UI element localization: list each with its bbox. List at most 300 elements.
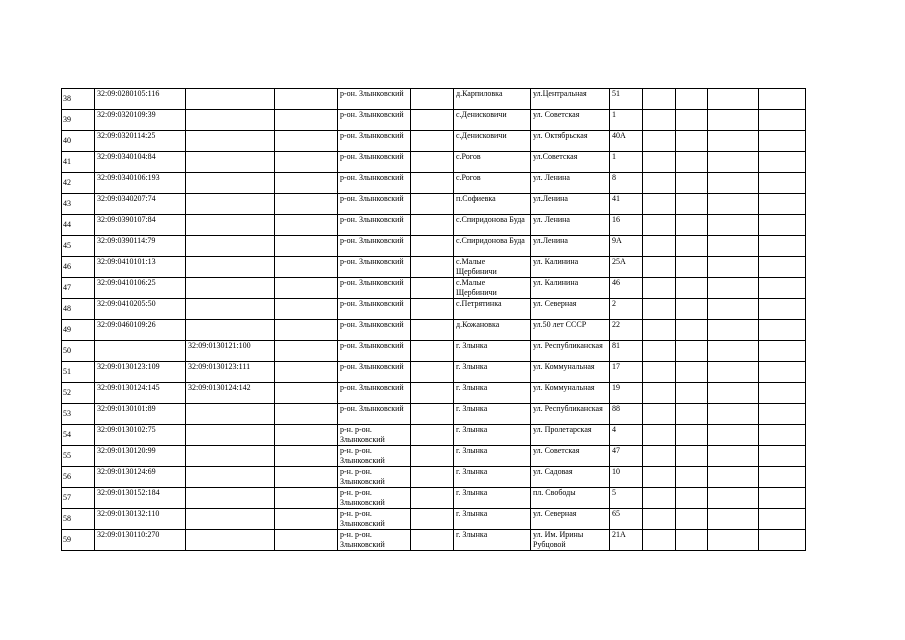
street-cell: ул. Пролетарская	[531, 425, 610, 446]
row-number: 51	[62, 362, 95, 383]
cadastral-number-alt-cell	[186, 530, 275, 551]
cadastral-number-alt-cell	[186, 278, 275, 299]
house-number-cell: 5	[610, 488, 643, 509]
table-row	[62, 362, 806, 383]
street-cell: ул.Ленина	[531, 236, 610, 257]
empty-cell	[411, 425, 454, 446]
cadastral-number-cell: 32:09:0320109:39	[95, 110, 186, 131]
cadastral-number-alt-cell	[186, 446, 275, 467]
table-row	[62, 425, 806, 446]
empty-cell	[275, 110, 338, 131]
empty-cell	[676, 89, 708, 110]
district-cell: р-он. Злынковский	[338, 110, 411, 131]
table-row	[62, 530, 806, 551]
empty-cell	[643, 257, 676, 278]
cadastral-number-alt-cell	[186, 425, 275, 446]
cadastral-number-alt-cell: 32:09:0130123:111	[186, 362, 275, 383]
cadastral-number-alt-cell	[186, 467, 275, 488]
district-cell: р-он. Злынковский	[338, 278, 411, 299]
empty-cell	[676, 467, 708, 488]
empty-cell	[275, 530, 338, 551]
street-cell: ул. Северная	[531, 509, 610, 530]
empty-cell	[275, 89, 338, 110]
row-number: 52	[62, 383, 95, 404]
empty-cell	[759, 530, 806, 551]
empty-cell	[411, 383, 454, 404]
locality-cell: с.Спиридонова Буда	[454, 215, 531, 236]
cadastral-number-cell: 32:09:0340104:84	[95, 152, 186, 173]
street-cell: ул. Северная	[531, 299, 610, 320]
district-cell: р-он. Злынковский	[338, 257, 411, 278]
empty-cell	[275, 278, 338, 299]
locality-cell: г. Злынка	[454, 467, 531, 488]
empty-cell	[411, 446, 454, 467]
cadastral-number-alt-cell	[186, 299, 275, 320]
locality-cell: п.Софиевка	[454, 194, 531, 215]
empty-cell	[759, 257, 806, 278]
row-number: 40	[62, 131, 95, 152]
cadastral-number-alt-cell	[186, 404, 275, 425]
empty-cell	[759, 383, 806, 404]
empty-cell	[411, 320, 454, 341]
empty-cell	[275, 362, 338, 383]
empty-cell	[676, 173, 708, 194]
house-number-cell: 25А	[610, 257, 643, 278]
cadastral-number-alt-cell	[186, 110, 275, 131]
cadastral-number-cell: 32:09:0130110:270	[95, 530, 186, 551]
empty-cell	[411, 530, 454, 551]
empty-cell	[708, 110, 759, 131]
table-row	[62, 215, 806, 236]
street-cell: ул.Советская	[531, 152, 610, 173]
empty-cell	[275, 341, 338, 362]
empty-cell	[676, 131, 708, 152]
cadastral-number-cell: 32:09:0130120:99	[95, 446, 186, 467]
empty-cell	[643, 383, 676, 404]
locality-cell: с.Рогов	[454, 173, 531, 194]
street-cell: ул. Октябрьская	[531, 131, 610, 152]
house-number-cell: 8	[610, 173, 643, 194]
house-number-cell: 19	[610, 383, 643, 404]
empty-cell	[708, 278, 759, 299]
locality-cell: с.Малые Щербиничи	[454, 278, 531, 299]
street-cell: ул. Ленина	[531, 215, 610, 236]
cadastral-number-cell: 32:09:0130124:145	[95, 383, 186, 404]
row-number: 44	[62, 215, 95, 236]
empty-cell	[411, 299, 454, 320]
empty-cell	[411, 131, 454, 152]
empty-cell	[643, 530, 676, 551]
street-cell: ул. Коммунальная	[531, 383, 610, 404]
locality-cell: г. Злынка	[454, 425, 531, 446]
house-number-cell: 4	[610, 425, 643, 446]
district-cell: р-н. р-он. Злынковский	[338, 446, 411, 467]
empty-cell	[708, 194, 759, 215]
empty-cell	[275, 173, 338, 194]
row-number: 57	[62, 488, 95, 509]
empty-cell	[275, 215, 338, 236]
row-number: 53	[62, 404, 95, 425]
house-number-cell: 88	[610, 404, 643, 425]
empty-cell	[676, 362, 708, 383]
cadastral-number-cell: 32:09:0410101:13	[95, 257, 186, 278]
empty-cell	[676, 446, 708, 467]
empty-cell	[708, 383, 759, 404]
empty-cell	[759, 404, 806, 425]
empty-cell	[676, 425, 708, 446]
empty-cell	[759, 341, 806, 362]
empty-cell	[708, 446, 759, 467]
empty-cell	[643, 236, 676, 257]
locality-cell: д.Карпиловка	[454, 89, 531, 110]
empty-cell	[643, 446, 676, 467]
empty-cell	[643, 362, 676, 383]
cadastral-number-cell: 32:09:0130102:75	[95, 425, 186, 446]
cadastral-number-alt-cell	[186, 236, 275, 257]
district-cell: р-н. р-он. Злынковский	[338, 488, 411, 509]
district-cell: р-он. Злынковский	[338, 215, 411, 236]
street-cell: ул. Республиканская	[531, 404, 610, 425]
empty-cell	[275, 467, 338, 488]
house-number-cell: 65	[610, 509, 643, 530]
empty-cell	[759, 236, 806, 257]
cadastral-number-alt-cell	[186, 509, 275, 530]
empty-cell	[759, 425, 806, 446]
empty-cell	[643, 215, 676, 236]
empty-cell	[643, 467, 676, 488]
empty-cell	[275, 509, 338, 530]
empty-cell	[275, 257, 338, 278]
table-row	[62, 467, 806, 488]
empty-cell	[708, 467, 759, 488]
cadastral-number-alt-cell	[186, 488, 275, 509]
empty-cell	[275, 488, 338, 509]
empty-cell	[759, 299, 806, 320]
empty-cell	[275, 152, 338, 173]
empty-cell	[411, 257, 454, 278]
empty-cell	[275, 194, 338, 215]
empty-cell	[708, 152, 759, 173]
empty-cell	[708, 341, 759, 362]
empty-cell	[676, 152, 708, 173]
cadastral-number-cell: 32:09:0340207:74	[95, 194, 186, 215]
empty-cell	[676, 257, 708, 278]
empty-cell	[759, 173, 806, 194]
house-number-cell: 10	[610, 467, 643, 488]
district-cell: р-он. Злынковский	[338, 194, 411, 215]
empty-cell	[275, 131, 338, 152]
empty-cell	[275, 404, 338, 425]
street-cell: ул. Ленина	[531, 173, 610, 194]
empty-cell	[643, 320, 676, 341]
street-cell: ул.Центральная	[531, 89, 610, 110]
table-row	[62, 89, 806, 110]
row-number: 39	[62, 110, 95, 131]
street-cell: ул.Ленина	[531, 194, 610, 215]
table-row	[62, 341, 806, 362]
locality-cell: д.Кожановка	[454, 320, 531, 341]
street-cell: ул. Калинина	[531, 257, 610, 278]
table-row	[62, 320, 806, 341]
row-number: 49	[62, 320, 95, 341]
street-cell: ул. Садовая	[531, 467, 610, 488]
row-number: 41	[62, 152, 95, 173]
empty-cell	[708, 215, 759, 236]
empty-cell	[759, 215, 806, 236]
house-number-cell: 81	[610, 341, 643, 362]
table-row	[62, 446, 806, 467]
district-cell: р-он. Злынковский	[338, 152, 411, 173]
street-cell: ул.50 лет СССР	[531, 320, 610, 341]
empty-cell	[708, 131, 759, 152]
locality-cell: г. Злынка	[454, 404, 531, 425]
empty-cell	[411, 488, 454, 509]
empty-cell	[676, 383, 708, 404]
empty-cell	[643, 110, 676, 131]
house-number-cell: 1	[610, 110, 643, 131]
district-cell: р-он. Злынковский	[338, 89, 411, 110]
district-cell: р-он. Злынковский	[338, 131, 411, 152]
empty-cell	[643, 341, 676, 362]
house-number-cell: 16	[610, 215, 643, 236]
empty-cell	[643, 152, 676, 173]
table-body	[62, 89, 806, 551]
empty-cell	[708, 488, 759, 509]
empty-cell	[411, 194, 454, 215]
locality-cell: г. Злынка	[454, 383, 531, 404]
house-number-cell: 22	[610, 320, 643, 341]
empty-cell	[411, 509, 454, 530]
row-number: 50	[62, 341, 95, 362]
empty-cell	[676, 530, 708, 551]
street-cell: пл. Свободы	[531, 488, 610, 509]
cadastral-number-cell: 32:09:0340106:193	[95, 173, 186, 194]
cadastral-number-alt-cell: 32:09:0130121:100	[186, 341, 275, 362]
district-cell: р-н. р-он. Злынковский	[338, 467, 411, 488]
street-cell: ул. Им. Ирины Рубцовой	[531, 530, 610, 551]
house-number-cell: 46	[610, 278, 643, 299]
cadastral-number-alt-cell	[186, 194, 275, 215]
cadastral-number-alt-cell	[186, 215, 275, 236]
cadastral-number-cell: 32:09:0130101:89	[95, 404, 186, 425]
district-cell: р-он. Злынковский	[338, 362, 411, 383]
empty-cell	[676, 194, 708, 215]
district-cell: р-он. Злынковский	[338, 404, 411, 425]
street-cell: ул. Республиканская	[531, 341, 610, 362]
locality-cell: с.Спиридонова Буда	[454, 236, 531, 257]
district-cell: р-он. Злынковский	[338, 236, 411, 257]
locality-cell: г. Злынка	[454, 362, 531, 383]
empty-cell	[676, 488, 708, 509]
empty-cell	[643, 194, 676, 215]
empty-cell	[275, 446, 338, 467]
cadastral-number-cell: 32:09:0390107:84	[95, 215, 186, 236]
locality-cell: г. Злынка	[454, 341, 531, 362]
empty-cell	[411, 110, 454, 131]
district-cell: р-он. Злынковский	[338, 383, 411, 404]
district-cell: р-он. Злынковский	[338, 341, 411, 362]
empty-cell	[643, 404, 676, 425]
empty-cell	[411, 362, 454, 383]
empty-cell	[411, 236, 454, 257]
district-cell: р-он. Злынковский	[338, 173, 411, 194]
table-row	[62, 509, 806, 530]
locality-cell: с.Денисковичи	[454, 131, 531, 152]
district-cell: р-он. Злынковский	[338, 320, 411, 341]
empty-cell	[275, 320, 338, 341]
empty-cell	[759, 509, 806, 530]
empty-cell	[708, 236, 759, 257]
empty-cell	[676, 299, 708, 320]
cadastral-number-cell: 32:09:0130123:109	[95, 362, 186, 383]
row-number: 54	[62, 425, 95, 446]
district-cell: р-н. р-он. Злынковский	[338, 530, 411, 551]
empty-cell	[759, 467, 806, 488]
locality-cell: с.Денисковичи	[454, 110, 531, 131]
empty-cell	[708, 299, 759, 320]
table-row	[62, 131, 806, 152]
empty-cell	[643, 488, 676, 509]
table-row	[62, 278, 806, 299]
street-cell: ул. Советская	[531, 446, 610, 467]
house-number-cell: 2	[610, 299, 643, 320]
empty-cell	[708, 173, 759, 194]
empty-cell	[708, 320, 759, 341]
cadastral-number-cell: 32:09:0320114:25	[95, 131, 186, 152]
register-table	[61, 88, 806, 551]
cadastral-number-cell: 32:09:0130152:184	[95, 488, 186, 509]
house-number-cell: 41	[610, 194, 643, 215]
cadastral-number-cell: 32:09:0390114:79	[95, 236, 186, 257]
empty-cell	[275, 425, 338, 446]
cadastral-number-alt-cell	[186, 173, 275, 194]
row-number: 42	[62, 173, 95, 194]
cadastral-number-alt-cell	[186, 257, 275, 278]
house-number-cell: 9А	[610, 236, 643, 257]
empty-cell	[708, 362, 759, 383]
table-row	[62, 299, 806, 320]
empty-cell	[643, 278, 676, 299]
locality-cell: с.Петрятинка	[454, 299, 531, 320]
empty-cell	[411, 341, 454, 362]
cadastral-number-cell: 32:09:0410106:25	[95, 278, 186, 299]
empty-cell	[708, 404, 759, 425]
cadastral-number-alt-cell	[186, 89, 275, 110]
empty-cell	[643, 509, 676, 530]
row-number: 48	[62, 299, 95, 320]
empty-cell	[275, 299, 338, 320]
empty-cell	[643, 299, 676, 320]
empty-cell	[708, 509, 759, 530]
row-number: 56	[62, 467, 95, 488]
house-number-cell: 40А	[610, 131, 643, 152]
empty-cell	[676, 509, 708, 530]
empty-cell	[676, 215, 708, 236]
district-cell: р-н. р-он. Злынковский	[338, 425, 411, 446]
empty-cell	[676, 236, 708, 257]
table-row	[62, 257, 806, 278]
locality-cell: г. Злынка	[454, 509, 531, 530]
cadastral-number-alt-cell: 32:09:0130124:142	[186, 383, 275, 404]
table-row	[62, 152, 806, 173]
row-number: 46	[62, 257, 95, 278]
locality-cell: г. Злынка	[454, 530, 531, 551]
empty-cell	[643, 425, 676, 446]
empty-cell	[759, 89, 806, 110]
district-cell: р-он. Злынковский	[338, 299, 411, 320]
empty-cell	[708, 530, 759, 551]
locality-cell: г. Злынка	[454, 488, 531, 509]
empty-cell	[708, 425, 759, 446]
row-number: 47	[62, 278, 95, 299]
row-number: 43	[62, 194, 95, 215]
house-number-cell: 47	[610, 446, 643, 467]
cadastral-number-cell	[95, 341, 186, 362]
empty-cell	[708, 257, 759, 278]
row-number: 58	[62, 509, 95, 530]
empty-cell	[411, 467, 454, 488]
empty-cell	[643, 131, 676, 152]
row-number: 45	[62, 236, 95, 257]
cadastral-number-cell: 32:09:0130124:69	[95, 467, 186, 488]
empty-cell	[411, 404, 454, 425]
street-cell: ул. Советская	[531, 110, 610, 131]
empty-cell	[643, 89, 676, 110]
empty-cell	[411, 215, 454, 236]
empty-cell	[759, 152, 806, 173]
street-cell: ул. Коммунальная	[531, 362, 610, 383]
house-number-cell: 51	[610, 89, 643, 110]
empty-cell	[411, 89, 454, 110]
table-row	[62, 404, 806, 425]
cadastral-number-cell: 32:09:0410205:50	[95, 299, 186, 320]
empty-cell	[708, 89, 759, 110]
empty-cell	[759, 278, 806, 299]
district-cell: р-н. р-он. Злынковский	[338, 509, 411, 530]
empty-cell	[676, 341, 708, 362]
row-number: 55	[62, 446, 95, 467]
empty-cell	[759, 131, 806, 152]
empty-cell	[759, 194, 806, 215]
empty-cell	[759, 446, 806, 467]
cadastral-number-cell: 32:09:0130132:110	[95, 509, 186, 530]
empty-cell	[676, 404, 708, 425]
house-number-cell: 17	[610, 362, 643, 383]
table-row	[62, 173, 806, 194]
empty-cell	[759, 110, 806, 131]
empty-cell	[411, 173, 454, 194]
locality-cell: с.Малые Щербиничи	[454, 257, 531, 278]
house-number-cell: 21А	[610, 530, 643, 551]
table-row	[62, 236, 806, 257]
street-cell: ул. Калинина	[531, 278, 610, 299]
empty-cell	[411, 278, 454, 299]
cadastral-number-alt-cell	[186, 320, 275, 341]
empty-cell	[275, 236, 338, 257]
row-number: 38	[62, 89, 95, 110]
locality-cell: с.Рогов	[454, 152, 531, 173]
cadastral-number-alt-cell	[186, 152, 275, 173]
empty-cell	[411, 152, 454, 173]
row-number: 59	[62, 530, 95, 551]
empty-cell	[643, 173, 676, 194]
empty-cell	[759, 362, 806, 383]
cadastral-number-cell: 32:09:0280105:116	[95, 89, 186, 110]
empty-cell	[676, 110, 708, 131]
empty-cell	[759, 320, 806, 341]
empty-cell	[759, 488, 806, 509]
empty-cell	[676, 278, 708, 299]
